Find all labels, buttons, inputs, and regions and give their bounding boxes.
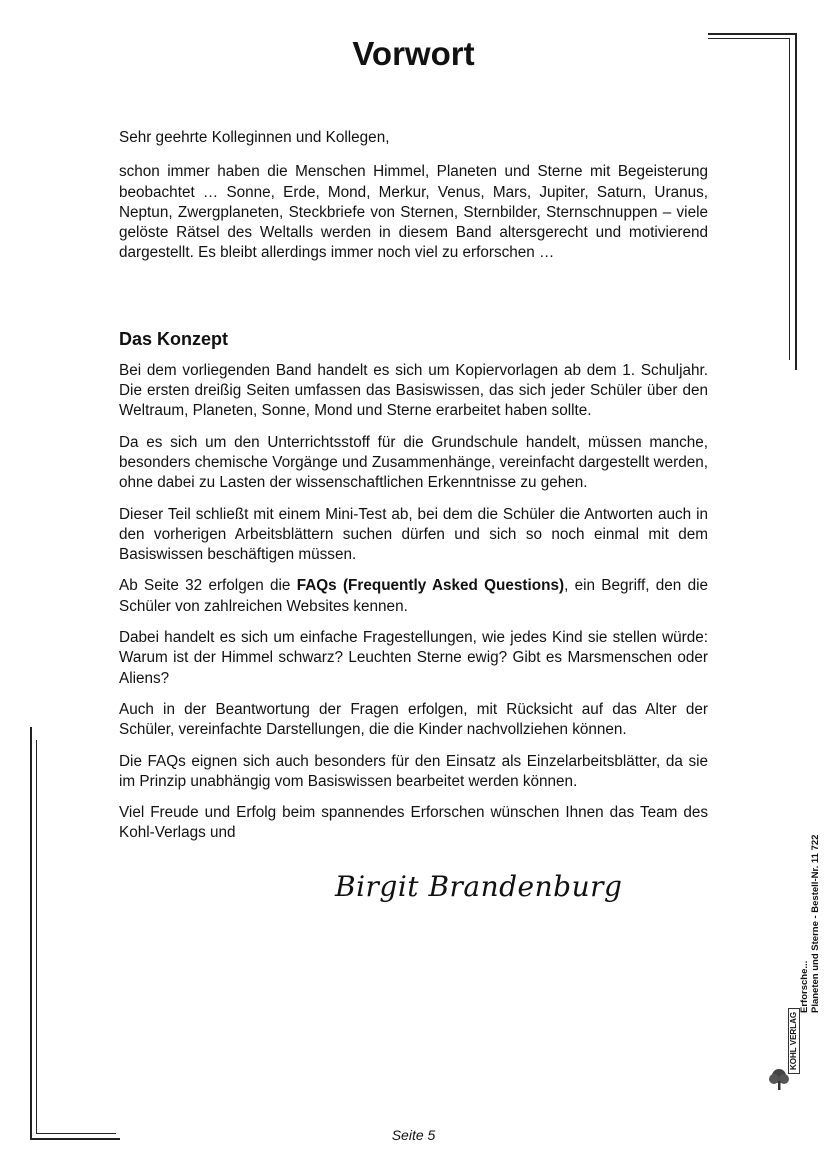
paragraph-4-end: , ein Begriff, den die Schüler von zahlreichen Websites kennen. bbox=[119, 577, 708, 615]
intro-paragraph: schon immer haben die Menschen Himmel, Planeten und Sterne mit Begeisterung beobachtet … Sonne, Erde, Mond, Merkur, Venus, Mars, Jupiter, Saturn, Uranus, Neptun, Zwergplaneten, Steckbriefe von Sternen, Sternbilder, Sternschnuppen – viele gelöste Rätsel des Weltalls werden in diesem Band altersgerecht und motivierend dargestellt. Es bleibt allerdings immer noch viel zu erforschen … bbox=[119, 163, 708, 262]
frame-line-left-inner bbox=[36, 740, 37, 1133]
paragraph-4 bbox=[119, 576, 708, 617]
frame-line-left bbox=[30, 727, 32, 1139]
paragraph-5: Dabei handelt es sich um einfache Fragestellungen, wie jedes Kind sie stellen würde: Warum ist der Himmel schwarz? Leuchten Sterne ewig? Gibt es Marsmenschen oder Aliens? bbox=[119, 629, 708, 687]
frame-line-right bbox=[795, 33, 797, 370]
paragraph-7: Die FAQs eignen sich auch besonders für den Einsatz als Einzelarbeitsblätter, da sie im Prinzip unabhängig vom Basiswissen bearbeitet werden können. bbox=[119, 752, 708, 790]
side-info bbox=[799, 835, 821, 1013]
publisher-logo: KOHL VERLAG bbox=[788, 1008, 800, 1074]
signature: Birgit Brandenburg bbox=[335, 870, 623, 903]
side-series: Erforsche... bbox=[799, 960, 810, 1013]
paragraph-4-start: Ab Seite 32 erfolgen die bbox=[119, 577, 297, 595]
paragraph-6: Auch in der Beantwortung der Fragen erfolgen, mit Rücksicht auf das Alter der Schüler, vereinfachte Darstellungen, die die Kinder nachvollziehen können. bbox=[119, 700, 708, 739]
page-title: Vorwort bbox=[352, 35, 475, 72]
page-number: Seite 5 bbox=[391, 1127, 436, 1143]
side-title-order: Planeten und Sterne - Bestell-Nr. 11 722 bbox=[810, 834, 821, 1013]
greeting: Sehr geehrte Kolleginnen und Kollegen, bbox=[119, 129, 390, 146]
section-heading: Das Konzept bbox=[119, 328, 229, 349]
frame-line-right-inner bbox=[789, 38, 790, 360]
paragraph-1: Bei dem vorliegenden Band handelt es sich um Kopiervorlagen ab dem 1. Schuljahr. Die ersten dreißig Seiten umfassen das Basiswissen, das sich jeder Schüler über den Weltraum, Planeten, Sonne, Mond und Sterne erarbeitet haben sollte. bbox=[119, 361, 708, 420]
paragraph-8: Viel Freude und Erfolg beim spannendes Erforschen wünschen Ihnen das Team des Kohl-Verlags und bbox=[119, 804, 708, 842]
faq-term: FAQs (Frequently Asked Questions) bbox=[296, 577, 565, 595]
paragraph-2: Da es sich um den Unterrichtsstoff für die Grundschule handelt, müssen manche, besonders chemische Vorgänge und Zusammenhänge, vereinfacht dargestellt werden, ohne dabei zu Lasten der wissenschaftlichen Erkenntnisse zu gehen. bbox=[119, 433, 708, 492]
paragraph-3: Dieser Teil schließt mit einem Mini-Test ab, bei dem die Schüler die Antworten auch in den vorherigen Arbeitsblättern suchen dürfen und sich so noch einmal mit dem Basiswissen beschäftigen müssen. bbox=[119, 505, 708, 564]
main-content bbox=[119, 128, 708, 855]
tree-logo-icon bbox=[768, 1068, 790, 1092]
